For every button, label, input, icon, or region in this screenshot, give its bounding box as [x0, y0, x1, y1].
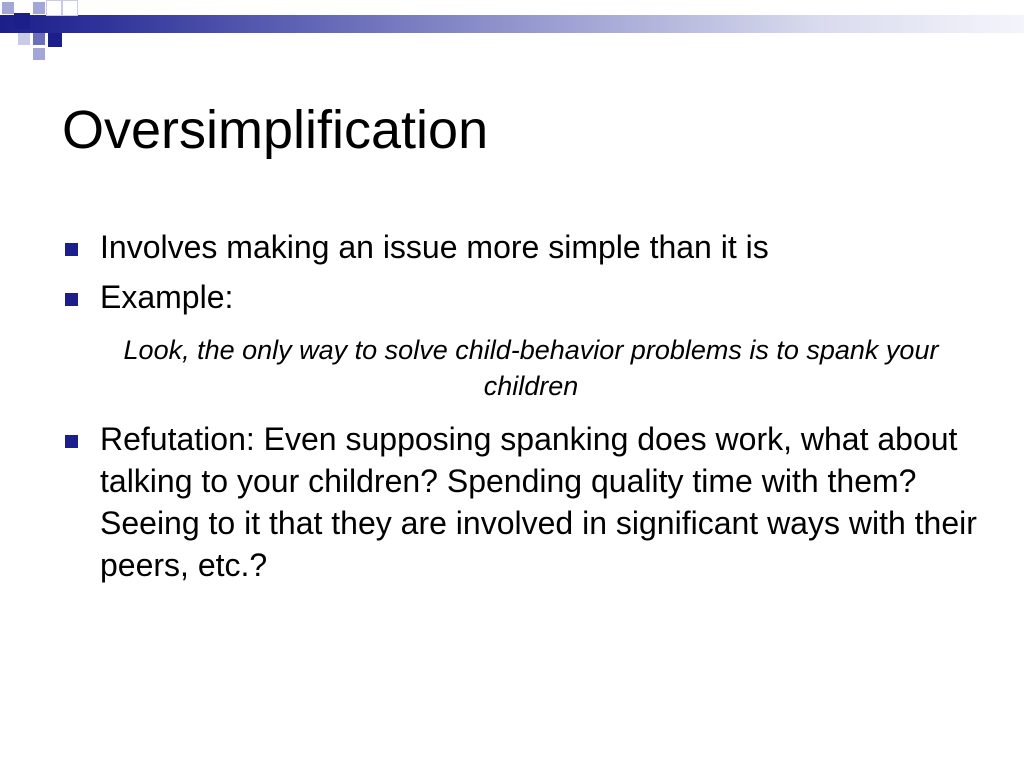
square-bullet-icon	[65, 435, 78, 448]
decor-square-white	[46, 0, 62, 16]
slide-body	[62, 226, 982, 586]
decor-square-light	[2, 2, 14, 14]
square-bullet-icon	[65, 293, 78, 306]
slide-title: Oversimplification	[62, 100, 489, 160]
bullet-text: Involves making an issue more simple than it is	[100, 229, 769, 265]
decor-square-dark	[14, 13, 30, 29]
example-quote: Look, the only way to solve child-behavior problems is to spank your children	[123, 335, 939, 401]
bullet-item	[62, 276, 982, 318]
decor-square-mid	[33, 33, 45, 45]
decor-square-light	[33, 2, 45, 14]
decor-square-light	[18, 33, 30, 45]
bullet-text: Example:	[100, 279, 234, 315]
bullet-text: Refutation: Even supposing spanking does work, what about talking to your children? Spending quality time with them? Seeing to it that they are involved in significant ways with their peers, etc.?	[100, 421, 977, 583]
gradient-header-bar	[0, 15, 1024, 33]
bullet-item	[62, 226, 982, 268]
square-bullet-icon	[65, 243, 78, 256]
decor-square-light	[33, 48, 45, 60]
bullet-item	[62, 418, 982, 586]
decor-square-white	[62, 0, 78, 16]
decor-square-dark	[48, 33, 62, 47]
